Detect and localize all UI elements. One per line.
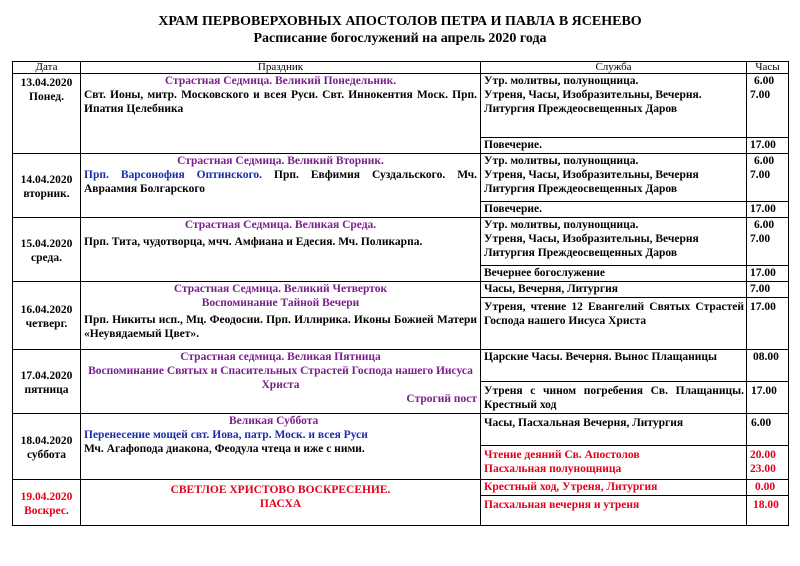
table-row xyxy=(13,414,789,446)
table-header-row xyxy=(13,62,789,74)
hours-cell: 17.00 xyxy=(747,382,789,414)
date-cell xyxy=(13,154,81,218)
service-line: Литургия Преждеосвещенных Даров xyxy=(484,247,678,259)
feast-title: Страстная Седмица. Великая Среда. xyxy=(184,219,377,231)
time-value: 20.00 xyxy=(750,449,776,461)
hours-cell: 17.00 xyxy=(747,298,789,350)
feast-subtitle: ПАСХА xyxy=(259,498,302,510)
service-line: Утр. молитвы, полунощница. xyxy=(484,155,639,167)
service-cell: Повечерие. xyxy=(481,202,747,218)
weekday-value: Понед. xyxy=(29,91,64,103)
table-row xyxy=(13,282,789,298)
service-cell: Вечернее богослужение xyxy=(481,266,747,282)
date-value: 16.04.2020 xyxy=(20,303,73,316)
time-value: 7.00 xyxy=(750,89,771,101)
service-cell: Пасхальная вечерня и утреня xyxy=(481,496,747,526)
hours-cell xyxy=(747,74,789,138)
hours-cell: 17.00 xyxy=(747,138,789,154)
hours-cell: 18.00 xyxy=(747,496,789,526)
hours-cell: 7.00 xyxy=(747,282,789,298)
service-cell xyxy=(481,154,747,202)
feast-cell xyxy=(81,154,481,218)
service-cell xyxy=(481,218,747,266)
feast-title: Страстная Седмица. Великий Четверток xyxy=(173,283,388,295)
table-row xyxy=(13,154,789,202)
table-row xyxy=(13,218,789,266)
feast-title: Страстная Седмица. Великий Вторник. xyxy=(177,155,384,167)
saints-text: Прп. Никиты исп., Мц. Феодосии. Прп. Иллирика. Иконы Божией Матери «Неувядаемый Цвет». xyxy=(84,314,477,340)
service-line: Пасхальная полунощница xyxy=(484,463,622,475)
page-subtitle: Расписание богослужений на апрель 2020 года xyxy=(253,31,547,46)
service-line: Утр. молитвы, полунощница. xyxy=(484,75,639,87)
service-cell: Утреня, чтение 12 Евангелий Святых Страстей Господа нашего Иисуса Христа xyxy=(481,298,747,350)
weekday-value: Воскрес. xyxy=(24,504,69,517)
hours-cell xyxy=(747,218,789,266)
service-cell: Часы, Вечерня, Литургия xyxy=(481,282,747,298)
date-value: 14.04.2020 xyxy=(20,173,73,186)
feast-subtitle: Воспоминание Тайной Вечери xyxy=(201,297,360,309)
feast-cell xyxy=(81,414,481,480)
hours-cell xyxy=(747,154,789,202)
time-value: 7.00 xyxy=(750,233,771,245)
column-header-service: Служба xyxy=(481,62,747,74)
date-cell xyxy=(13,218,81,282)
date-value: 18.04.2020 xyxy=(20,434,73,447)
hours-cell: 08.00 xyxy=(747,350,789,382)
hours-cell: 0.00 xyxy=(747,480,789,496)
table-row xyxy=(13,480,789,496)
feast-title: Страстная Седмица. Великий Понедельник. xyxy=(164,75,397,87)
service-cell xyxy=(481,446,747,480)
service-cell: Часы, Пасхальная Вечерня, Литургия xyxy=(481,414,747,446)
saints-text: Прп. Тита, чудотворца, мчч. Амфиана и Едесия. Мч. Поликарпа. xyxy=(84,236,423,248)
saint-highlight: Прп. Варсонофия Оптинского. xyxy=(84,169,263,181)
weekday-value: среда. xyxy=(31,251,62,264)
service-line: Утреня, Часы, Изобразительны, Вечерня xyxy=(484,233,699,245)
weekday-value: четверг. xyxy=(25,317,68,330)
service-cell: Царские Часы. Вечерня. Вынос Плащаницы xyxy=(481,350,747,382)
weekday-value: вторник. xyxy=(23,187,70,200)
date-value: 15.04.2020 xyxy=(20,237,73,250)
saints-text: Свт. Ионы, митр. Московского и всея Руси. Свт. Иннокентия Моск. Прп. Ипатия Целебника xyxy=(84,89,477,115)
service-line: Утреня, Часы, Изобразительны, Вечерня. xyxy=(484,89,702,101)
date-cell xyxy=(13,480,81,526)
date-cell xyxy=(13,350,81,414)
column-header-hours: Часы xyxy=(747,62,789,74)
service-line: Утреня, Часы, Изобразительны, Вечерня xyxy=(484,169,699,181)
table-row xyxy=(13,350,789,382)
service-cell xyxy=(481,74,747,138)
feast-title: Великая Суббота xyxy=(229,415,319,427)
feast-cell xyxy=(81,74,481,154)
service-cell: Крестный ход, Утреня, Литургия xyxy=(481,480,747,496)
hours-cell xyxy=(747,446,789,480)
date-value: 17.04.2020 xyxy=(20,369,73,382)
column-header-feast: Праздник xyxy=(81,62,481,74)
feast-title: Страстная седмица. Великая Пятница xyxy=(180,351,381,363)
saints-text: Мч. Агафопода диакона, Феодула чтеца и иже с ними. xyxy=(84,443,365,455)
weekday-value: пятница xyxy=(24,383,69,396)
feast-cell xyxy=(81,282,481,350)
date-cell xyxy=(13,74,81,154)
feast-cell xyxy=(81,350,481,414)
service-cell: Утреня с чином погребения Св. Плащаницы. Крестный ход xyxy=(481,382,747,414)
time-value: 6.00 xyxy=(754,219,775,231)
fast-note: Строгий пост xyxy=(406,393,477,405)
saint-highlight: Перенесение мощей свт. Иова, патр. Моск. и всея Руси xyxy=(84,429,368,441)
time-value: 6.00 xyxy=(754,155,775,167)
service-line: Утр. молитвы, полунощница. xyxy=(484,219,639,231)
date-value: 13.04.2020 xyxy=(20,77,73,89)
saints-text: Прп. Евфимия Суздальского. Мч. Авраамия Болгарского xyxy=(84,169,477,195)
service-line: Литургия Преждеосвещенных Даров xyxy=(484,183,678,195)
time-value: 23.00 xyxy=(750,463,776,475)
hours-cell: 6.00 xyxy=(747,414,789,446)
feast-cell xyxy=(81,218,481,282)
date-value: 19.04.2020 xyxy=(20,490,73,503)
date-cell xyxy=(13,282,81,350)
feast-subtitle: Воспоминание Святых и Спасительных Страстей Господа нашего Иисуса Христа xyxy=(88,365,473,391)
time-value: 7.00 xyxy=(750,169,771,181)
column-header-date: Дата xyxy=(13,62,81,74)
table-row xyxy=(13,74,789,138)
feast-cell xyxy=(81,480,481,526)
page-title: ХРАМ ПЕРВОВЕРХОВНЫХ АПОСТОЛОВ ПЕТРА И ПАВЛА В ЯСЕНЕВО xyxy=(158,14,642,29)
service-line: Литургия Преждеосвещенных Даров xyxy=(484,103,678,115)
service-line: Чтение деяний Св. Апостолов xyxy=(484,449,640,461)
time-value: 6.00 xyxy=(754,75,775,87)
schedule-table xyxy=(12,61,789,526)
hours-cell: 17.00 xyxy=(747,202,789,218)
weekday-value: суббота xyxy=(26,448,67,461)
date-cell xyxy=(13,414,81,480)
feast-title: СВЕТЛОЕ ХРИСТОВО ВОСКРЕСЕНИЕ. xyxy=(170,484,391,496)
service-cell: Повечерие. xyxy=(481,138,747,154)
hours-cell: 17.00 xyxy=(747,266,789,282)
